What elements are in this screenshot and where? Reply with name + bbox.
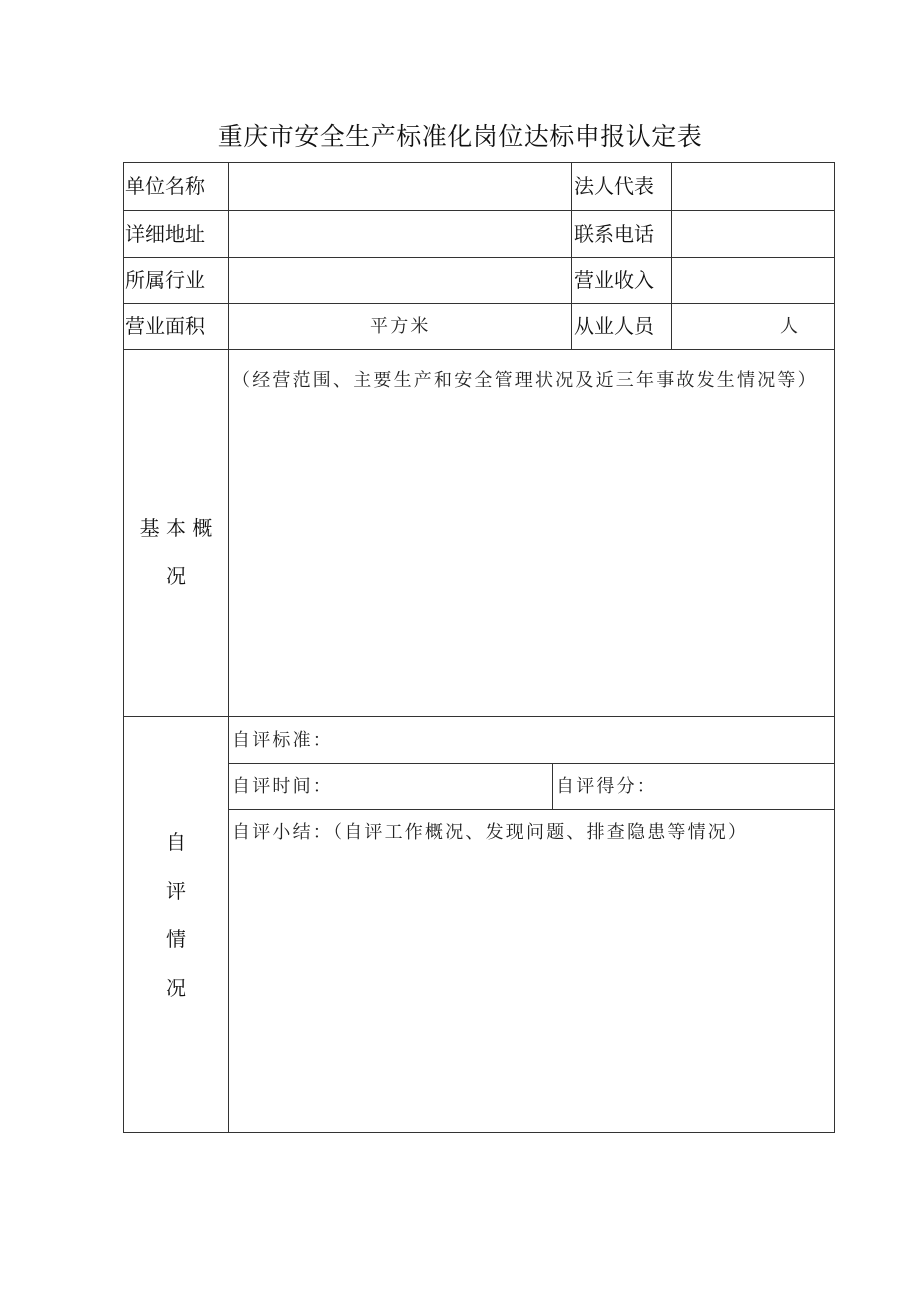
basic-overview-label <box>124 504 228 600</box>
industry-field[interactable] <box>229 258 571 303</box>
self-eval-summary-field[interactable] <box>229 850 834 1132</box>
legal-rep-field[interactable] <box>672 163 834 210</box>
area-unit: 平方米 <box>370 316 431 337</box>
staff-label: 从业人员 <box>574 314 654 338</box>
phone-label: 联系电话 <box>574 222 654 246</box>
self-eval-time-field[interactable] <box>330 764 552 809</box>
revenue-field[interactable] <box>672 258 834 303</box>
address-field[interactable] <box>229 211 571 257</box>
table-border-right <box>834 162 835 1133</box>
self-eval-label-char: 情 <box>166 927 186 951</box>
self-eval-label-char: 自 <box>166 830 186 854</box>
basic-overview-label-line1: 基 本 概 <box>139 516 213 540</box>
table-border-bottom <box>123 1132 835 1133</box>
revenue-label: 营业收入 <box>574 268 654 292</box>
self-eval-label <box>124 818 228 1012</box>
basic-overview-field[interactable] <box>229 350 834 716</box>
self-eval-score-field[interactable] <box>655 764 834 809</box>
self-eval-label-char: 评 <box>166 878 186 903</box>
self-eval-summary-label: 自评小结：（自评工作概况、发现问题、排查隐患等情况） <box>232 822 749 843</box>
form-title: 重庆市安全生产标准化岗位达标申报认定表 <box>217 122 703 151</box>
phone-field[interactable] <box>672 211 834 257</box>
industry-label: 所属行业 <box>125 268 205 292</box>
self-eval-standard-label: 自评标准： <box>232 730 333 751</box>
row-divider <box>228 809 835 810</box>
address-label: 详细地址 <box>125 222 205 246</box>
unit-name-label: 单位名称 <box>125 174 205 198</box>
staff-unit: 人 <box>780 316 801 337</box>
area-label: 营业面积 <box>125 314 205 338</box>
self-eval-time-label: 自评时间： <box>232 776 333 797</box>
self-eval-score-label: 自评得分： <box>556 776 657 797</box>
unit-name-field[interactable] <box>229 163 571 210</box>
staff-field[interactable] <box>672 304 834 349</box>
column-divider <box>552 763 553 810</box>
basic-overview-label-line2: 况 <box>166 564 186 588</box>
basic-overview-note: （经营范围、主要生产和安全管理状况及近三年事故发生情况等） <box>232 370 818 391</box>
legal-rep-label: 法人代表 <box>574 174 654 198</box>
column-divider <box>571 162 572 350</box>
self-eval-label-char: 况 <box>166 975 186 1000</box>
self-eval-standard-field[interactable] <box>330 717 834 763</box>
